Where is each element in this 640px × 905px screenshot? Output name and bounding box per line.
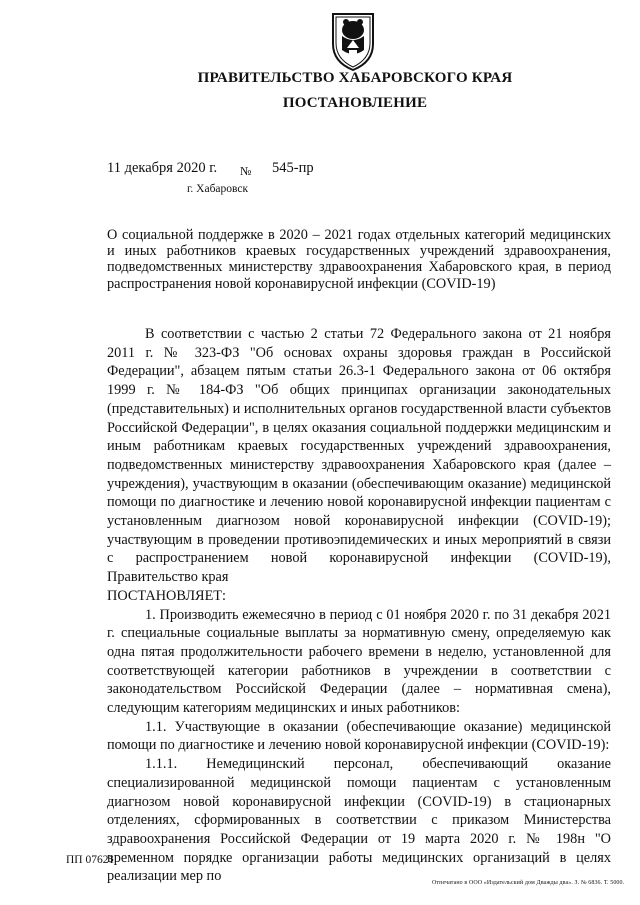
document-date: 11 декабря 2020 г. [107, 160, 218, 176]
document-code: ПП 07621 [66, 854, 115, 866]
document-body [107, 325, 611, 886]
resolves-heading: ПОСТАНОВЛЯЕТ: [107, 587, 227, 604]
preamble-paragraph: В соответствии с частью 2 статьи 72 Федерального закона от 21 ноября 2011 г. № 323-ФЗ "Об основах охраны здоровья граждан в Российской Федерации", абзацем пятым статьи 26.3-1 Федерального закона от 06 октября 1999 г. № 184-ФЗ "Об общих принципах организации законодательных (представительных) и исполнительных органов государственной власти субъектов Российской Федерации", в целях оказания социальной поддержки медицинским и иным работникам краевых государственных учреждений здравоохранения, подведомственных министерству здравоохранения Хабаровского края (далее – учреждения), участвующим в оказании (обеспечивающим оказание) медицинской помощи по диагностике и лечению новой коронавирусной инфекции пациентам с установленным диагнозом новой коронавирусной инфекции (COVID-19); участвующим в проведении противоэпидемических и иных мероприятий в связи с распространением новой коронавирусной инфекции (COVID-19), Правительство края [107, 326, 611, 586]
government-title: ПРАВИТЕЛЬСТВО ХАБАРОВСКОГО КРАЯ [197, 70, 513, 86]
document-number: 545-пр [272, 160, 314, 176]
clause-1-1-1: 1.1.1. Немедицинский персонал, обеспечивающий оказание специализированной медицинской помощи пациентам с установленным диагнозом новой коронавирусной инфекции (COVID-19) в стационарных отделениях, сформированных в соответствии с приказом Министерства здравоохранения Российской Федерации от 19 марта 2020 г. № 198н "О временном порядке организации работы медицинских организаций в целях реализации мер по [107, 756, 611, 885]
clause-1-1: 1.1. Участвующие в оказании (обеспечивающие оказание) медицинской помощи по диагностике и лечению новой коронавирусной инфекции (COVID-19): [107, 718, 611, 754]
document-type: ПОСТАНОВЛЕНИЕ [282, 95, 428, 111]
document-subject: О социальной поддержке в 2020 – 2021 годах отдельных категорий медицинских и иных работников краевых государственных учреждений здравоохранения, подведомственных министерству здравоохранения Хабаровского края, в период распространения новой коронавирусной инфекции (COVID-19) [107, 227, 611, 292]
coat-of-arms-emblem [327, 10, 379, 72]
document-city: г. Хабаровск [187, 183, 249, 195]
clause-1: 1. Производить ежемесячно в период с 01 ноября 2020 г. по 31 декабря 2021 г. специальные социальные выплаты за нормативную смену, определяемую как одна пятая продолжительности рабочего времени в неделю, установленной для соответствующей категории работников в учреждении в соответствии с законодательством Российской Федерации (далее – нормативная смена), следующим категориям медицинских и иных работников: [107, 606, 611, 717]
printer-note: Отпечатано в ООО «Издательский дом Дважды два». З. № 6836. Т. 5000. [432, 880, 625, 886]
number-sign: № [240, 164, 252, 178]
